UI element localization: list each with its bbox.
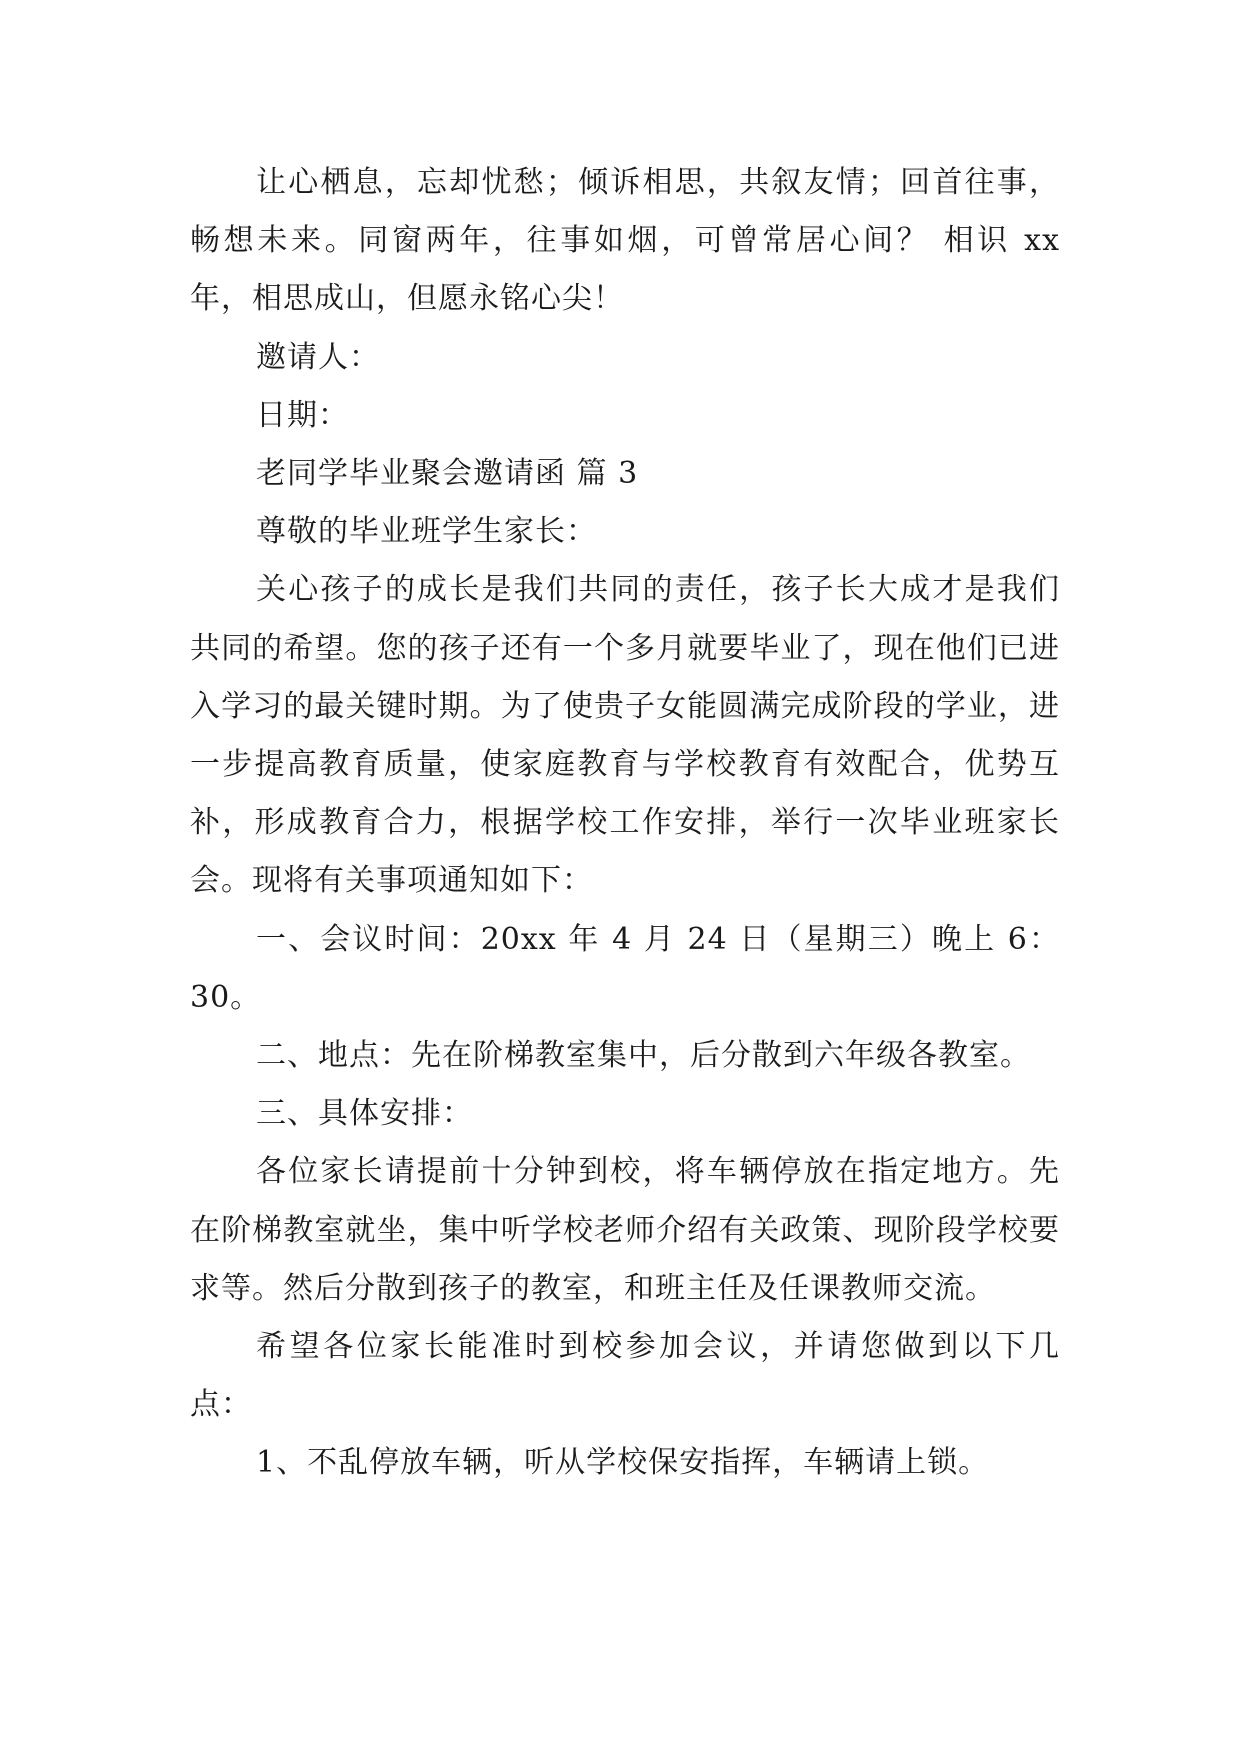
salutation: 尊敬的毕业班学生家长：: [256, 514, 597, 550]
paragraph-inviter: 邀请人：: [256, 339, 380, 375]
paragraph-date: 日期：: [256, 397, 349, 433]
paragraph-request: 希望各位家长能准时到校参加会议，并请您做到以下几点：: [190, 1329, 1060, 1423]
paragraph-arrangement: 各位家长请提前十分钟到校，将车辆停放在指定地方。先在阶梯教室就坐，集中听学校老师介绍有关政策、现阶段学校要求等。然后分散到孩子的教室，和班主任及任课教师交流。: [190, 1154, 1060, 1306]
document-body: [190, 154, 1060, 1493]
paragraph-item-1: 1、不乱停放车辆，听从学校保安指挥，车辆请上锁。: [256, 1445, 990, 1481]
paragraph-poem: 让心栖息，忘却忧愁；倾诉相思，共叙友情；回首往事，畅想未来。同窗两年，往事如烟，可曾常居心间？ 相识 xx 年，相思成山，但愿永铭心尖！: [190, 165, 1060, 317]
paragraph-intro: 关心孩子的成长是我们共同的责任，孩子长大成才是我们共同的希望。您的孩子还有一个多月就要毕业了，现在他们已进入学习的最关键时期。为了使贵子女能圆满完成阶段的学业，进一步提高教育质量，使家庭教育与学校教育有效配合，优势互补，形成教育合力，根据学校工作安排，举行一次毕业班家长会。现将有关事项通知如下：: [190, 572, 1060, 899]
paragraph-location: 二、地点：先在阶梯教室集中，后分散到六年级各教室。: [256, 1038, 1031, 1074]
paragraph-arrangement-heading: 三、具体安排：: [256, 1096, 473, 1132]
paragraph-meeting-time: 一、会议时间：20xx 年 4 月 24 日（星期三）晚上 6：30。: [190, 921, 1060, 1015]
section-title: 老同学毕业聚会邀请函 篇 3: [256, 456, 639, 492]
